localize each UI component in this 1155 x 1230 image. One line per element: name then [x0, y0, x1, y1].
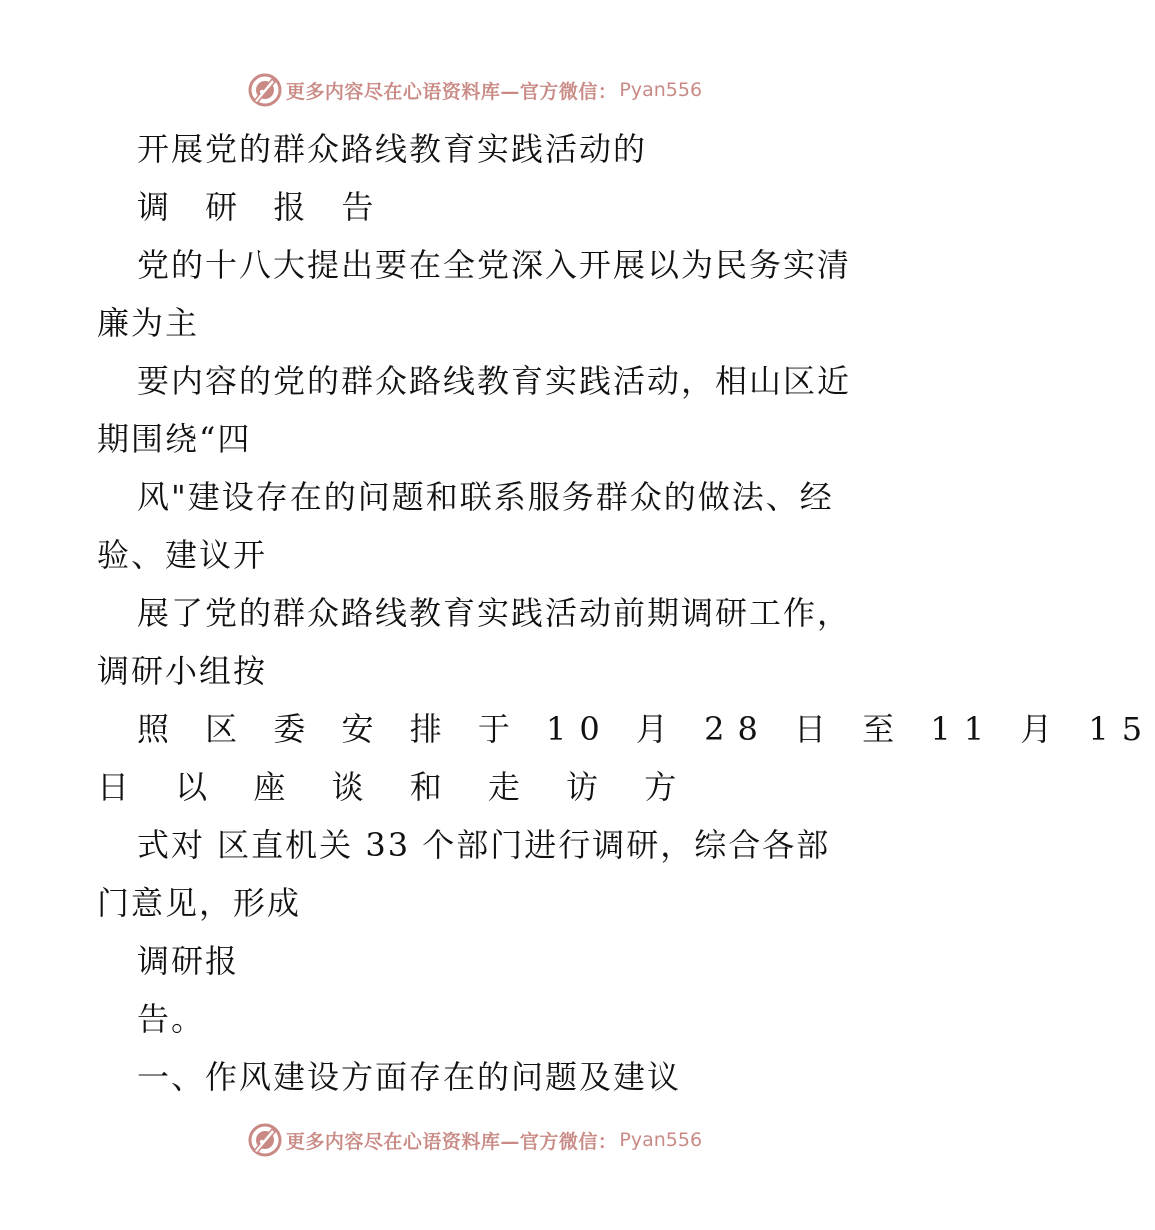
text-line: 党的十八大提出要在全党深入开展以为民务实清: [137, 246, 852, 284]
text-line: 日 以 座 谈 和 走 访 方: [97, 768, 695, 806]
quill-logo-icon: [248, 1123, 282, 1157]
watermark-wechat-id: Pyan556: [619, 79, 703, 101]
text-line: 验、建议开: [97, 536, 268, 574]
watermark-banner-top: [0, 70, 950, 110]
document-title: 开展党的群众路线教育实践活动的: [137, 130, 648, 168]
text-line: 要内容的党的群众路线教育实践活动，相山区近: [137, 362, 852, 400]
text-line: 照 区 委 安 排 于 10 月 28 日 至 11 月 15: [137, 710, 1155, 748]
section-heading: 一、作风建设方面存在的问题及建议: [137, 1058, 682, 1096]
text-line: 风"建设存在的问题和联系服务群众的做法、经: [137, 478, 834, 516]
watermark-text: 更多内容尽在心语资料库—官方微信：: [285, 1130, 618, 1153]
text-line: 调研小组按: [97, 652, 268, 690]
watermark-text: 更多内容尽在心语资料库—官方微信：: [285, 80, 618, 103]
text-line: 展了党的群众路线教育实践活动前期调研工作，: [137, 594, 852, 632]
text-line: 期围绕“四: [97, 420, 252, 458]
document-subtitle: 调 研 报 告: [137, 188, 387, 226]
text-line: 告。: [137, 1000, 206, 1038]
quill-logo-icon: [248, 73, 282, 107]
text-line: 门意见，形成: [97, 884, 302, 922]
text-line: 式对 区直机关 33 个部门进行调研，综合各部: [137, 826, 831, 864]
document-body: [97, 120, 1155, 1106]
watermark-wechat-id: Pyan556: [619, 1129, 703, 1151]
watermark-banner-bottom: [0, 1120, 950, 1160]
text-line: 廉为主: [97, 304, 200, 342]
text-line: 调研报: [137, 942, 240, 980]
